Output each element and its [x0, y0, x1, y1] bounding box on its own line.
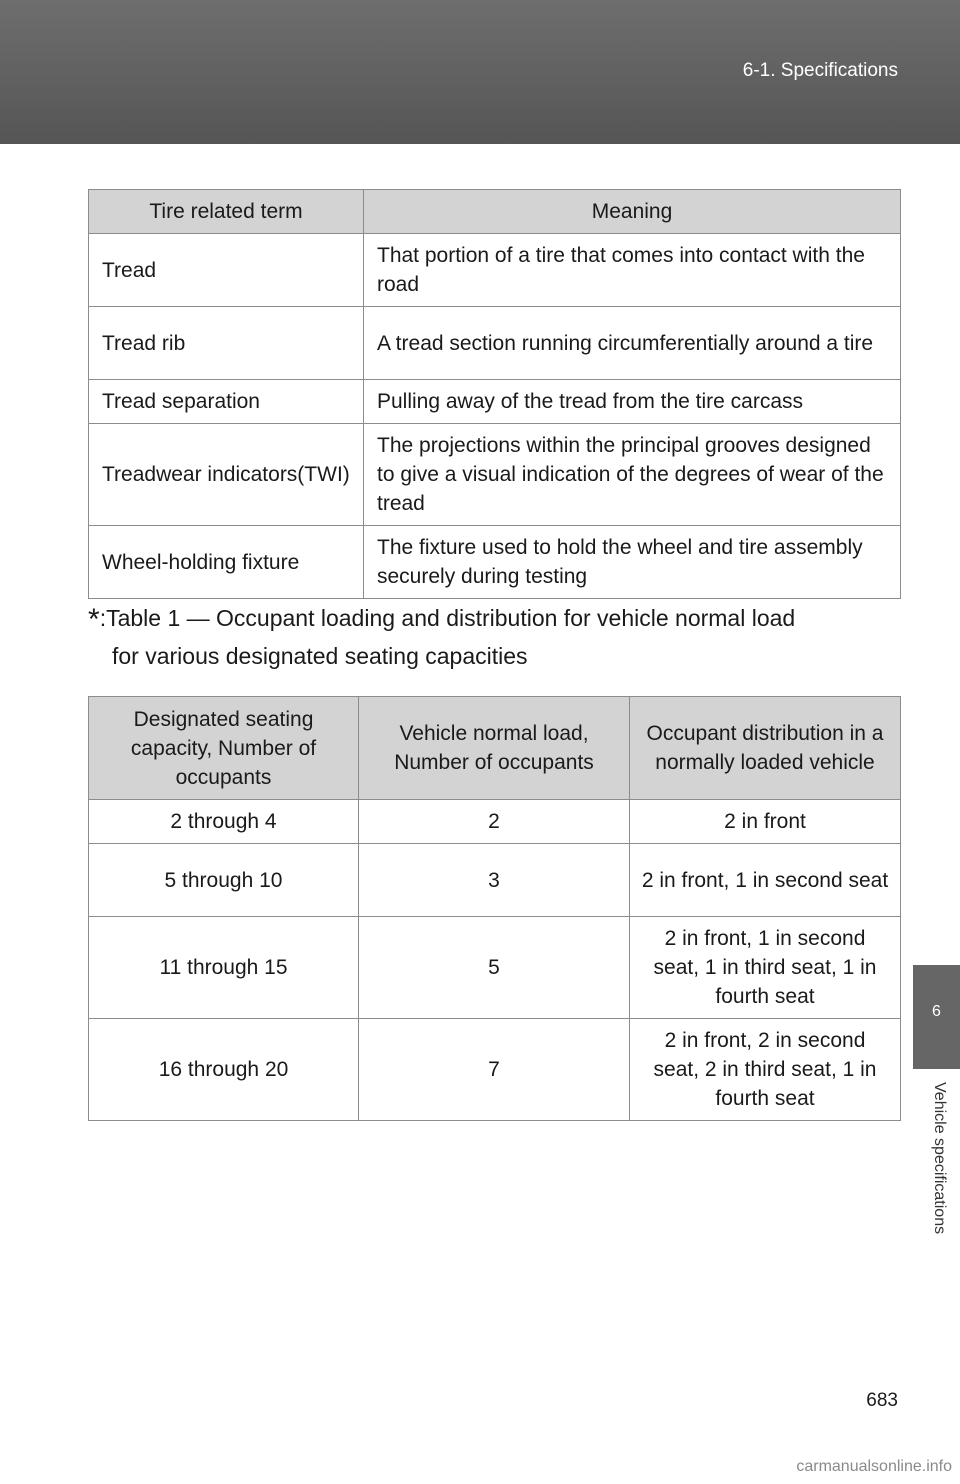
table-row: [89, 526, 901, 599]
watermark: carmanualsonline.info: [796, 1458, 952, 1475]
distribution-cell: 2 in front: [630, 800, 901, 844]
meaning-cell: The fixture used to hold the wheel and tire assembly securely during testing: [364, 526, 901, 599]
table-row: [89, 1019, 901, 1121]
section-title: 6-1. Specifications: [742, 60, 898, 81]
table-row: [89, 844, 901, 917]
load-cell: 7: [359, 1019, 630, 1121]
capacity-cell: 11 through 15: [89, 917, 359, 1019]
meaning-cell: A tread section running circumferentially around a tire: [364, 307, 901, 380]
table-row: [89, 307, 901, 380]
footnote-marker: *: [88, 603, 100, 636]
load-cell: 5: [359, 917, 630, 1019]
occupant-loading-table: [88, 696, 901, 1121]
page-number: 683: [866, 1390, 898, 1411]
chapter-label: Vehicle specifications: [931, 1082, 948, 1235]
table-row: [89, 380, 901, 424]
term-cell: Tread rib: [89, 307, 364, 380]
page-header: [0, 0, 960, 144]
note-text: :Table 1 — Occupant loading and distribution for vehicle normal load: [99, 605, 796, 631]
chapter-tab: [913, 965, 960, 1069]
column-header: Vehicle normal load, Number of occupants: [359, 697, 630, 800]
term-cell: Tread: [89, 234, 364, 307]
term-cell: Treadwear indicators(TWI): [89, 424, 364, 526]
meaning-cell: The projections within the principal grooves designed to give a visual indication of the degrees of wear of the tread: [364, 424, 901, 526]
table-row: [89, 424, 901, 526]
capacity-cell: 16 through 20: [89, 1019, 359, 1121]
table-note: [88, 600, 894, 674]
meaning-cell: That portion of a tire that comes into contact with the road: [364, 234, 901, 307]
note-text-continued: for various designated seating capacities: [112, 643, 528, 669]
load-cell: 2: [359, 800, 630, 844]
distribution-cell: 2 in front, 1 in second seat, 1 in third seat, 1 in fourth seat: [630, 917, 901, 1019]
column-header: Occupant distribution in a normally loaded vehicle: [630, 697, 901, 800]
tire-terms-table: [88, 189, 901, 599]
column-header: Tire related term: [89, 190, 364, 234]
capacity-cell: 5 through 10: [89, 844, 359, 917]
column-header: Meaning: [364, 190, 901, 234]
table-header-row: [89, 190, 901, 234]
table-row: [89, 800, 901, 844]
table-row: [89, 917, 901, 1019]
meaning-cell: Pulling away of the tread from the tire carcass: [364, 380, 901, 424]
term-cell: Wheel-holding fixture: [89, 526, 364, 599]
capacity-cell: 2 through 4: [89, 800, 359, 844]
term-cell: Tread separation: [89, 380, 364, 424]
distribution-cell: 2 in front, 1 in second seat: [630, 844, 901, 917]
chapter-number: 6: [932, 1003, 941, 1020]
load-cell: 3: [359, 844, 630, 917]
distribution-cell: 2 in front, 2 in second seat, 2 in third seat, 1 in fourth seat: [630, 1019, 901, 1121]
table-row: [89, 234, 901, 307]
table-header-row: [89, 697, 901, 800]
column-header: Designated seating capacity, Number of occupants: [89, 697, 359, 800]
